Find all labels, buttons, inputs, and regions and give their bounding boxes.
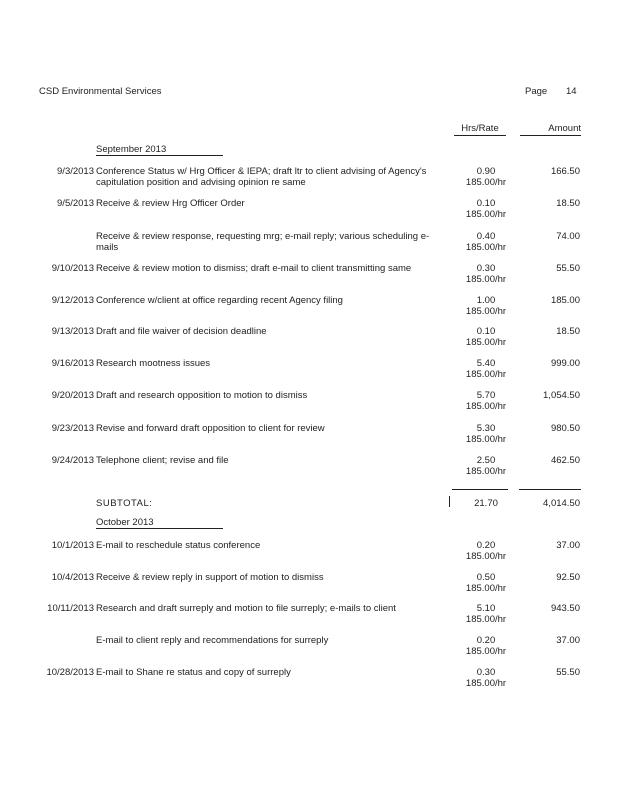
- entry-rate: 185.00/hr: [465, 646, 507, 657]
- entry-description: Telephone client; revise and file: [96, 455, 229, 466]
- entry-rate: 185.00/hr: [465, 434, 507, 445]
- table-row: [0, 667, 619, 693]
- subtotal-label: SUBTOTAL:: [96, 498, 153, 509]
- entry-date: 10/1/2013: [51, 540, 94, 551]
- entry-rate: 185.00/hr: [465, 678, 507, 689]
- table-row: [0, 358, 619, 384]
- entry-date: 9/5/2013: [57, 198, 94, 209]
- entry-hours: 2.50 185.00/hr: [460, 455, 512, 477]
- table-row: [0, 295, 619, 321]
- entry-amount: 37.00: [556, 540, 580, 551]
- entry-rate: 185.00/hr: [465, 209, 507, 220]
- entry-amount: 1,054.50: [543, 390, 580, 401]
- entry-amount: 55.50: [556, 263, 580, 274]
- entry-rate: 185.00/hr: [465, 274, 507, 285]
- entry-date: 9/3/2013: [57, 166, 94, 177]
- entry-rate: 185.00/hr: [465, 551, 507, 562]
- entry-amount: 943.50: [550, 603, 580, 614]
- entry-hours: 5.70 185.00/hr: [460, 390, 512, 412]
- table-row: [0, 231, 619, 257]
- entry-rate: 185.00/hr: [465, 614, 507, 625]
- entry-rate: 185.00/hr: [465, 401, 507, 412]
- entry-rate: 185.00/hr: [465, 177, 507, 188]
- entry-amount: 999.00: [550, 358, 580, 369]
- entry-date: 10/4/2013: [51, 572, 94, 583]
- amount-column-header: Amount: [520, 123, 581, 136]
- entry-hours: 0.30 185.00/hr: [460, 667, 512, 689]
- table-row: [0, 455, 619, 481]
- entry-amount: 18.50: [556, 326, 580, 337]
- entry-hours: 0.50 185.00/hr: [460, 572, 512, 594]
- entry-hours: 0.10 185.00/hr: [460, 198, 512, 220]
- entry-description: Research and draft surreply and motion to file surreply; e-mails to client: [96, 603, 396, 614]
- september-heading: September 2013: [96, 144, 223, 156]
- entry-amount: 74.00: [556, 231, 580, 242]
- entry-rate: 185.00/hr: [465, 242, 507, 253]
- entry-description: Research mootness issues: [96, 358, 211, 369]
- entry-rate: 185.00/hr: [465, 337, 507, 348]
- entry-description: Draft and file waiver of decision deadline: [96, 326, 267, 337]
- entry-hours: 1.00 185.00/hr: [460, 295, 512, 317]
- entry-hours: 0.20 185.00/hr: [460, 540, 512, 562]
- subtotal-amount-rule: [519, 489, 581, 490]
- entry-rate: 185.00/hr: [465, 466, 507, 477]
- entry-description: Revise and forward draft opposition to client for review: [96, 423, 325, 434]
- entry-description: E-mail to reschedule status conference: [96, 540, 261, 551]
- subtotal-divider: [449, 496, 450, 507]
- entry-amount: 166.50: [550, 166, 580, 177]
- entry-hours: 0.10 185.00/hr: [460, 326, 512, 348]
- entry-hours: 5.10 185.00/hr: [460, 603, 512, 625]
- entry-date: 9/20/2013: [51, 390, 94, 401]
- entry-hours: 0.20 185.00/hr: [460, 635, 512, 657]
- entry-date: 9/24/2013: [51, 455, 94, 466]
- entry-date: 9/23/2013: [51, 423, 94, 434]
- entry-hours: 5.30 185.00/hr: [460, 423, 512, 445]
- entry-date: 9/13/2013: [51, 326, 94, 337]
- table-row: [0, 423, 619, 449]
- table-row: [0, 326, 619, 352]
- table-row: [0, 635, 619, 661]
- entry-amount: 55.50: [556, 667, 580, 678]
- table-row: [0, 390, 619, 416]
- october-heading: October 2013: [96, 517, 223, 529]
- entry-amount: 92.50: [556, 572, 580, 583]
- page-number: 14: [566, 86, 577, 97]
- entry-amount: 18.50: [556, 198, 580, 209]
- entry-hours: 0.90 185.00/hr: [460, 166, 512, 188]
- entry-description: Receive & review reply in support of motion to dismiss: [96, 572, 324, 583]
- entry-date: 10/28/2013: [46, 667, 94, 678]
- entry-description: Draft and research opposition to motion to dismiss: [96, 390, 308, 401]
- entry-rate: 185.00/hr: [465, 306, 507, 317]
- hrs-rate-column-header: Hrs/Rate: [454, 123, 506, 136]
- entry-rate: 185.00/hr: [465, 583, 507, 594]
- entry-amount: 37.00: [556, 635, 580, 646]
- subtotal-amount: 4,014.50: [543, 498, 580, 509]
- entry-description: Receive & review Hrg Officer Order: [96, 198, 245, 209]
- entry-hours: 0.40 185.00/hr: [460, 231, 512, 253]
- subtotal-hours: 21.70: [474, 498, 498, 509]
- page-label: Page: [525, 86, 548, 97]
- entry-description: E-mail to Shane re status and copy of surreply: [96, 667, 291, 678]
- entry-date: 9/12/2013: [51, 295, 94, 306]
- table-row: [0, 263, 619, 289]
- entry-date: 10/11/2013: [47, 603, 94, 614]
- company-name: CSD Environmental Services: [39, 86, 162, 97]
- entry-hours: 0.30 185.00/hr: [460, 263, 512, 285]
- entry-date: 9/16/2013: [51, 358, 94, 369]
- entry-description: Conference w/client at office regarding recent Agency filing: [96, 295, 343, 306]
- subtotal-hours-rule: [452, 489, 508, 490]
- table-row: [0, 198, 619, 224]
- table-row: [0, 572, 619, 598]
- entry-description: E-mail to client reply and recommendations for surreply: [96, 635, 329, 646]
- entry-description: Conference Status w/ Hrg Officer & IEPA; draft ltr to client advising of Agency's capitulation position and advising opinion re same: [96, 166, 427, 188]
- entry-rate: 185.00/hr: [465, 369, 507, 380]
- entry-amount: 980.50: [550, 423, 580, 434]
- table-row: [0, 166, 619, 192]
- table-row: [0, 540, 619, 566]
- entry-description: Receive & review motion to dismiss; draft e-mail to client transmitting same: [96, 263, 412, 274]
- entry-amount: 185.00: [550, 295, 580, 306]
- entry-amount: 462.50: [550, 455, 580, 466]
- entry-hours: 5.40 185.00/hr: [460, 358, 512, 380]
- table-row: [0, 603, 619, 629]
- entry-description: Receive & review response, requesting mrg; e-mail reply; various scheduling e-mails: [96, 231, 430, 253]
- entry-date: 9/10/2013: [51, 263, 94, 274]
